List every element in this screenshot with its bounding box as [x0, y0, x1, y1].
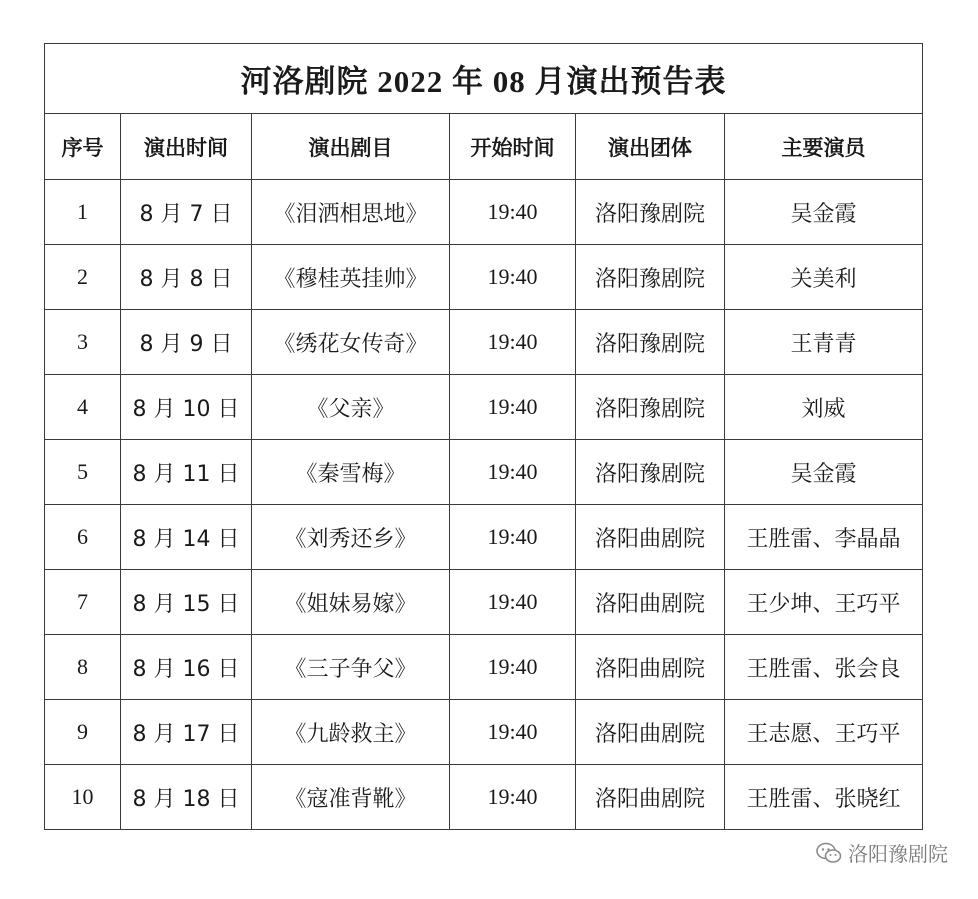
row-play: 《姐妹易嫁》: [252, 570, 450, 635]
row-start-time: 19:40: [450, 505, 576, 570]
row-cast: 吴金霞: [725, 440, 923, 505]
column-header-cast: 主要演员: [725, 114, 923, 180]
row-date: 8 月 15 日: [121, 570, 252, 635]
row-cast: 吴金霞: [725, 180, 923, 245]
column-header-play: 演出剧目: [252, 114, 450, 180]
row-start-time: 19:40: [450, 245, 576, 310]
row-date: 8 月 17 日: [121, 700, 252, 765]
table-row: [45, 505, 923, 570]
row-number: 4: [45, 375, 121, 440]
table-row: [45, 310, 923, 375]
row-troupe: 洛阳豫剧院: [576, 440, 725, 505]
row-date: 8 月 7 日: [121, 180, 252, 245]
row-troupe: 洛阳曲剧院: [576, 700, 725, 765]
row-number: 5: [45, 440, 121, 505]
row-number: 10: [45, 765, 121, 830]
row-troupe: 洛阳豫剧院: [576, 245, 725, 310]
row-date: 8 月 8 日: [121, 245, 252, 310]
column-header-no: 序号: [45, 114, 121, 180]
row-number: 3: [45, 310, 121, 375]
row-cast: 王志愿、王巧平: [725, 700, 923, 765]
row-troupe: 洛阳豫剧院: [576, 375, 725, 440]
row-cast: 王胜雷、张晓红: [725, 765, 923, 830]
row-start-time: 19:40: [450, 440, 576, 505]
row-cast: 王少坤、王巧平: [725, 570, 923, 635]
row-date: 8 月 11 日: [121, 440, 252, 505]
wechat-icon: [816, 842, 842, 864]
column-header-troupe: 演出团体: [576, 114, 725, 180]
row-date: 8 月 10 日: [121, 375, 252, 440]
row-play: 《穆桂英挂帅》: [252, 245, 450, 310]
row-troupe: 洛阳曲剧院: [576, 570, 725, 635]
row-play: 《绣花女传奇》: [252, 310, 450, 375]
table-row: [45, 635, 923, 700]
schedule-table: [44, 43, 923, 830]
row-number: 1: [45, 180, 121, 245]
row-troupe: 洛阳曲剧院: [576, 765, 725, 830]
row-troupe: 洛阳曲剧院: [576, 635, 725, 700]
table-body: [45, 180, 923, 830]
row-cast: 王青青: [725, 310, 923, 375]
row-number: 9: [45, 700, 121, 765]
page-title: 河洛剧院 2022 年 08 月演出预告表: [45, 44, 923, 114]
header-row: [45, 114, 923, 180]
row-date: 8 月 18 日: [121, 765, 252, 830]
row-number: 8: [45, 635, 121, 700]
row-troupe: 洛阳豫剧院: [576, 310, 725, 375]
table-row: [45, 765, 923, 830]
row-start-time: 19:40: [450, 635, 576, 700]
row-troupe: 洛阳曲剧院: [576, 505, 725, 570]
row-play: 《刘秀还乡》: [252, 505, 450, 570]
column-header-start: 开始时间: [450, 114, 576, 180]
row-play: 《九龄救主》: [252, 700, 450, 765]
row-start-time: 19:40: [450, 310, 576, 375]
row-play: 《寇准背靴》: [252, 765, 450, 830]
row-cast: 刘威: [725, 375, 923, 440]
title-row: [45, 44, 923, 114]
row-play: 《父亲》: [252, 375, 450, 440]
row-date: 8 月 16 日: [121, 635, 252, 700]
column-header-date: 演出时间: [121, 114, 252, 180]
row-start-time: 19:40: [450, 180, 576, 245]
row-start-time: 19:40: [450, 570, 576, 635]
row-number: 7: [45, 570, 121, 635]
row-troupe: 洛阳豫剧院: [576, 180, 725, 245]
watermark-text: 洛阳豫剧院: [848, 842, 948, 866]
row-play: 《秦雪梅》: [252, 440, 450, 505]
table-row: [45, 375, 923, 440]
watermark: [816, 838, 948, 867]
table-row: [45, 700, 923, 765]
row-number: 2: [45, 245, 121, 310]
row-date: 8 月 14 日: [121, 505, 252, 570]
row-cast: 关美利: [725, 245, 923, 310]
row-date: 8 月 9 日: [121, 310, 252, 375]
row-play: 《三子争父》: [252, 635, 450, 700]
table-row: [45, 440, 923, 505]
row-start-time: 19:40: [450, 765, 576, 830]
row-start-time: 19:40: [450, 375, 576, 440]
table-row: [45, 245, 923, 310]
row-cast: 王胜雷、李晶晶: [725, 505, 923, 570]
row-play: 《泪洒相思地》: [252, 180, 450, 245]
table-row: [45, 570, 923, 635]
row-cast: 王胜雷、张会良: [725, 635, 923, 700]
row-start-time: 19:40: [450, 700, 576, 765]
row-number: 6: [45, 505, 121, 570]
table-row: [45, 180, 923, 245]
